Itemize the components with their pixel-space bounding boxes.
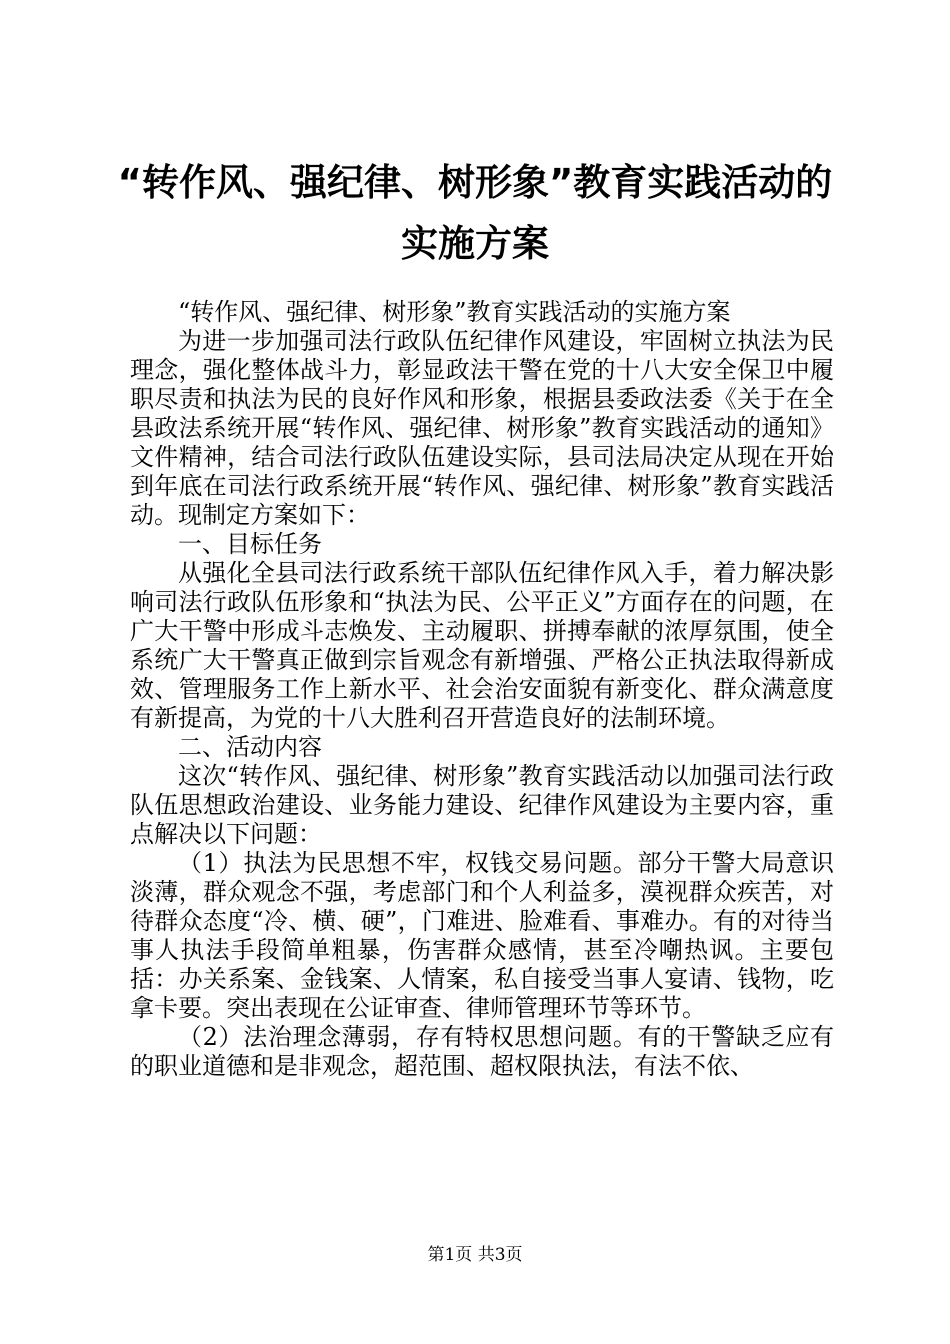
document-title-line-1: “转作风、强纪律、树形象”教育实践活动的 <box>117 161 833 204</box>
issue-paragraph-2: （2）法治理念薄弱，存有特权思想问题。有的干警缺乏应有的职业道德和是非观念，超范围、超权限执法，有法不依、 <box>130 1023 834 1080</box>
goals-paragraph: 从强化全县司法行政系统干部队伍纪律作风入手，着力解决影响司法行政队伍形象和“执法为民、公平正义”方面存在的问题，在广大干警中形成斗志焕发、主动履职、拼搏奉献的浓厚氛围，使全系统广大干警真正做到宗旨观念有新增强、严格公正执法取得新成效、管理服务工作上新水平、社会治安面貌有新变化、群众满意度有新提高，为党的十八大胜利召开营造良好的法制环境。 <box>130 559 834 732</box>
document-title-line-2: 实施方案 <box>401 222 549 265</box>
intro-paragraph: 为进一步加强司法行政队伍纪律作风建设，牢固树立执法为民理念，强化整体战斗力，彰显政法干警在党的十八大安全保卫中履职尽责和执法为民的良好作风和形象，根据县委政法委《关于在全县政法系统开展“转作风、强纪律、树形象”教育实践活动的通知》文件精神，结合司法行政队伍建设实际，县司法局决定从现在开始到年底在司法行政系统开展“转作风、强纪律、树形象”教育实践活动。现制定方案如下： <box>130 327 834 529</box>
content-paragraph: 这次“转作风、强纪律、树形象”教育实践活动以加强司法行政队伍思想政治建设、业务能力建设、纪律作风建设为主要内容，重点解决以下问题： <box>130 762 834 848</box>
page-footer: 第1页 共3页 <box>427 1245 523 1265</box>
issue-paragraph-1: （1）执法为民思想不牢，权钱交易问题。部分干警大局意识淡薄，群众观念不强，考虑部门和个人利益多，漠视群众疾苦，对待群众态度“冷、横、硬”，门难进、脸难看、事难办。有的对待当事人执法手段简单粗暴，伤害群众感情，甚至冷嘲热讽。主要包括：办关系案、金钱案、人情案，私自接受当事人宴请、钱物，吃拿卡要。突出表现在公证审查、律师管理环节等环节。 <box>130 849 834 1022</box>
section-heading-goals: 一、目标任务 <box>178 530 322 558</box>
section-heading-content: 二、活动内容 <box>178 733 322 761</box>
subtitle-paragraph: “转作风、强纪律、树形象”教育实践活动的实施方案 <box>178 298 731 326</box>
document-body <box>130 298 834 1081</box>
